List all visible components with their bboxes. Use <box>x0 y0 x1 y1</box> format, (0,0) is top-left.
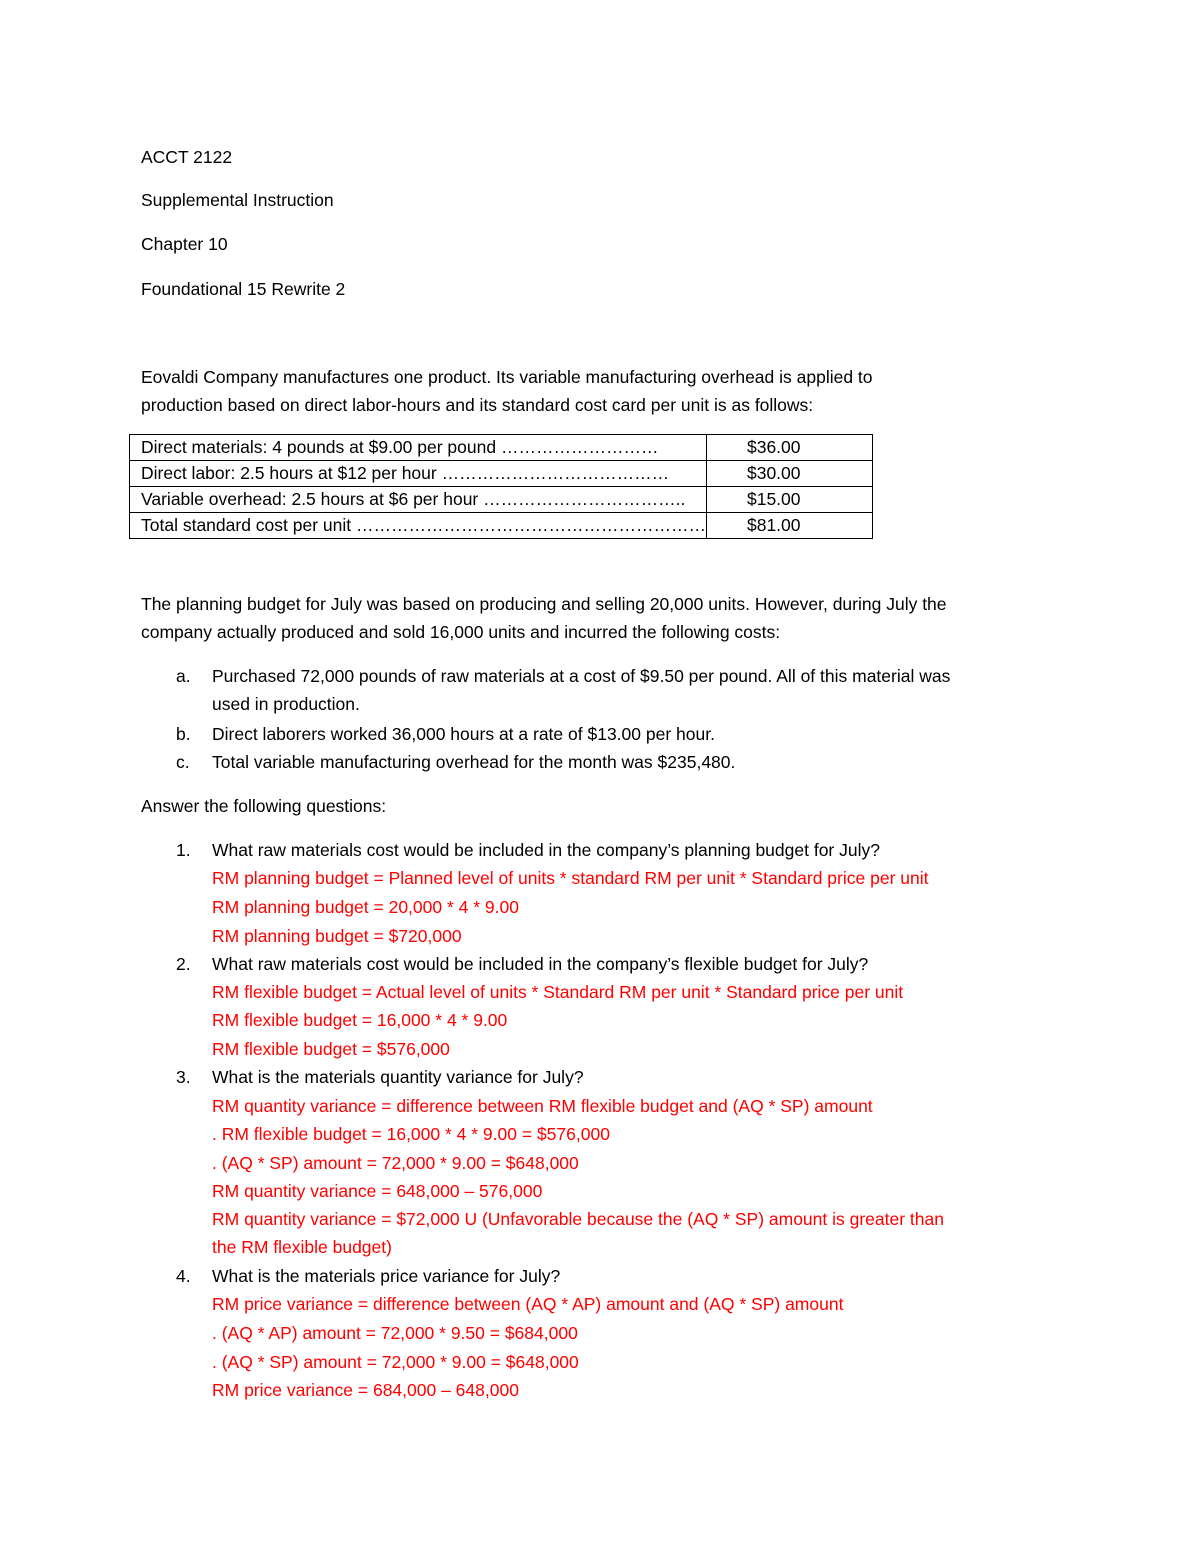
question-text: What is the materials quantity variance for July? <box>212 1067 584 1087</box>
answer-line: RM flexible budget = $576,000 <box>212 1039 450 1059</box>
answer-line: RM planning budget = 20,000 * 4 * 9.00 <box>212 897 519 917</box>
answer-line: RM quantity variance = $72,000 U (Unfavorable because the (AQ * SP) amount is greater than <box>212 1209 944 1229</box>
question-text: What is the materials price variance for July? <box>212 1266 561 1286</box>
answer-line: RM planning budget = Planned level of units * standard RM per unit * Standard price per unit <box>212 868 929 888</box>
course-code: ACCT 2122 <box>141 147 233 167</box>
list-text: used in production. <box>212 694 360 714</box>
standard-cost-table <box>129 434 873 539</box>
answer-line: RM price variance = 684,000 – 648,000 <box>212 1380 519 1400</box>
answer-line: the RM flexible budget) <box>212 1237 392 1257</box>
cost-label: Total standard cost per unit …………………………………………………… <box>130 513 707 539</box>
answer-line: RM planning budget = $720,000 <box>212 926 462 946</box>
answer-line: RM price variance = difference between (AQ * AP) amount and (AQ * SP) amount <box>212 1294 844 1314</box>
planning-line-1: The planning budget for July was based on producing and selling 20,000 units. However, during July the <box>141 594 947 614</box>
list-marker: c. <box>176 752 190 772</box>
table-row <box>130 435 873 461</box>
answer-line: . (AQ * AP) amount = 72,000 * 9.50 = $684,000 <box>212 1323 578 1343</box>
cost-label: Direct materials: 4 pounds at $9.00 per pound ……………………… <box>130 435 707 461</box>
cost-label: Direct labor: 2.5 hours at $12 per hour ………………………………… <box>130 461 707 487</box>
answer-line: RM quantity variance = difference between RM flexible budget and (AQ * SP) amount <box>212 1096 873 1116</box>
answer-line: RM flexible budget = 16,000 * 4 * 9.00 <box>212 1010 508 1030</box>
list-marker: a. <box>176 666 191 686</box>
cost-label: Variable overhead: 2.5 hours at $6 per hour …………………………….. <box>130 487 707 513</box>
planning-line-2: company actually produced and sold 16,000 units and incurred the following costs: <box>141 622 781 642</box>
table-row <box>130 487 873 513</box>
cost-amount: $15.00 <box>706 487 872 513</box>
question-number: 1. <box>176 840 191 860</box>
list-text: Total variable manufacturing overhead for the month was $235,480. <box>212 752 736 772</box>
question-text: What raw materials cost would be included in the company’s flexible budget for July? <box>212 954 869 974</box>
question-number: 4. <box>176 1266 191 1286</box>
cost-amount: $36.00 <box>706 435 872 461</box>
program-name: Supplemental Instruction <box>141 190 334 210</box>
answer-line: RM flexible budget = Actual level of units * Standard RM per unit * Standard price per unit <box>212 982 904 1002</box>
list-text: Direct laborers worked 36,000 hours at a rate of $13.00 per hour. <box>212 724 715 744</box>
question-number: 3. <box>176 1067 191 1087</box>
intro-line-1: Eovaldi Company manufactures one product. Its variable manufacturing overhead is applied to <box>141 367 873 387</box>
answer-line: . (AQ * SP) amount = 72,000 * 9.00 = $648,000 <box>212 1153 579 1173</box>
intro-line-2: production based on direct labor-hours and its standard cost card per unit is as follows: <box>141 395 814 415</box>
question-text: What raw materials cost would be included in the company’s planning budget for July? <box>212 840 880 860</box>
list-text: Purchased 72,000 pounds of raw materials at a cost of $9.50 per pound. All of this material was <box>212 666 951 686</box>
chapter-label: Chapter 10 <box>141 234 228 254</box>
answer-line: . RM flexible budget = 16,000 * 4 * 9.00 = $576,000 <box>212 1124 610 1144</box>
list-marker: b. <box>176 724 191 744</box>
question-number: 2. <box>176 954 191 974</box>
cost-amount: $81.00 <box>706 513 872 539</box>
table-row <box>130 513 873 539</box>
assignment-title: Foundational 15 Rewrite 2 <box>141 279 346 299</box>
cost-amount: $30.00 <box>706 461 872 487</box>
questions-heading: Answer the following questions: <box>141 796 387 816</box>
answer-line: RM quantity variance = 648,000 – 576,000 <box>212 1181 543 1201</box>
table-row <box>130 461 873 487</box>
answer-line: . (AQ * SP) amount = 72,000 * 9.00 = $648,000 <box>212 1352 579 1372</box>
